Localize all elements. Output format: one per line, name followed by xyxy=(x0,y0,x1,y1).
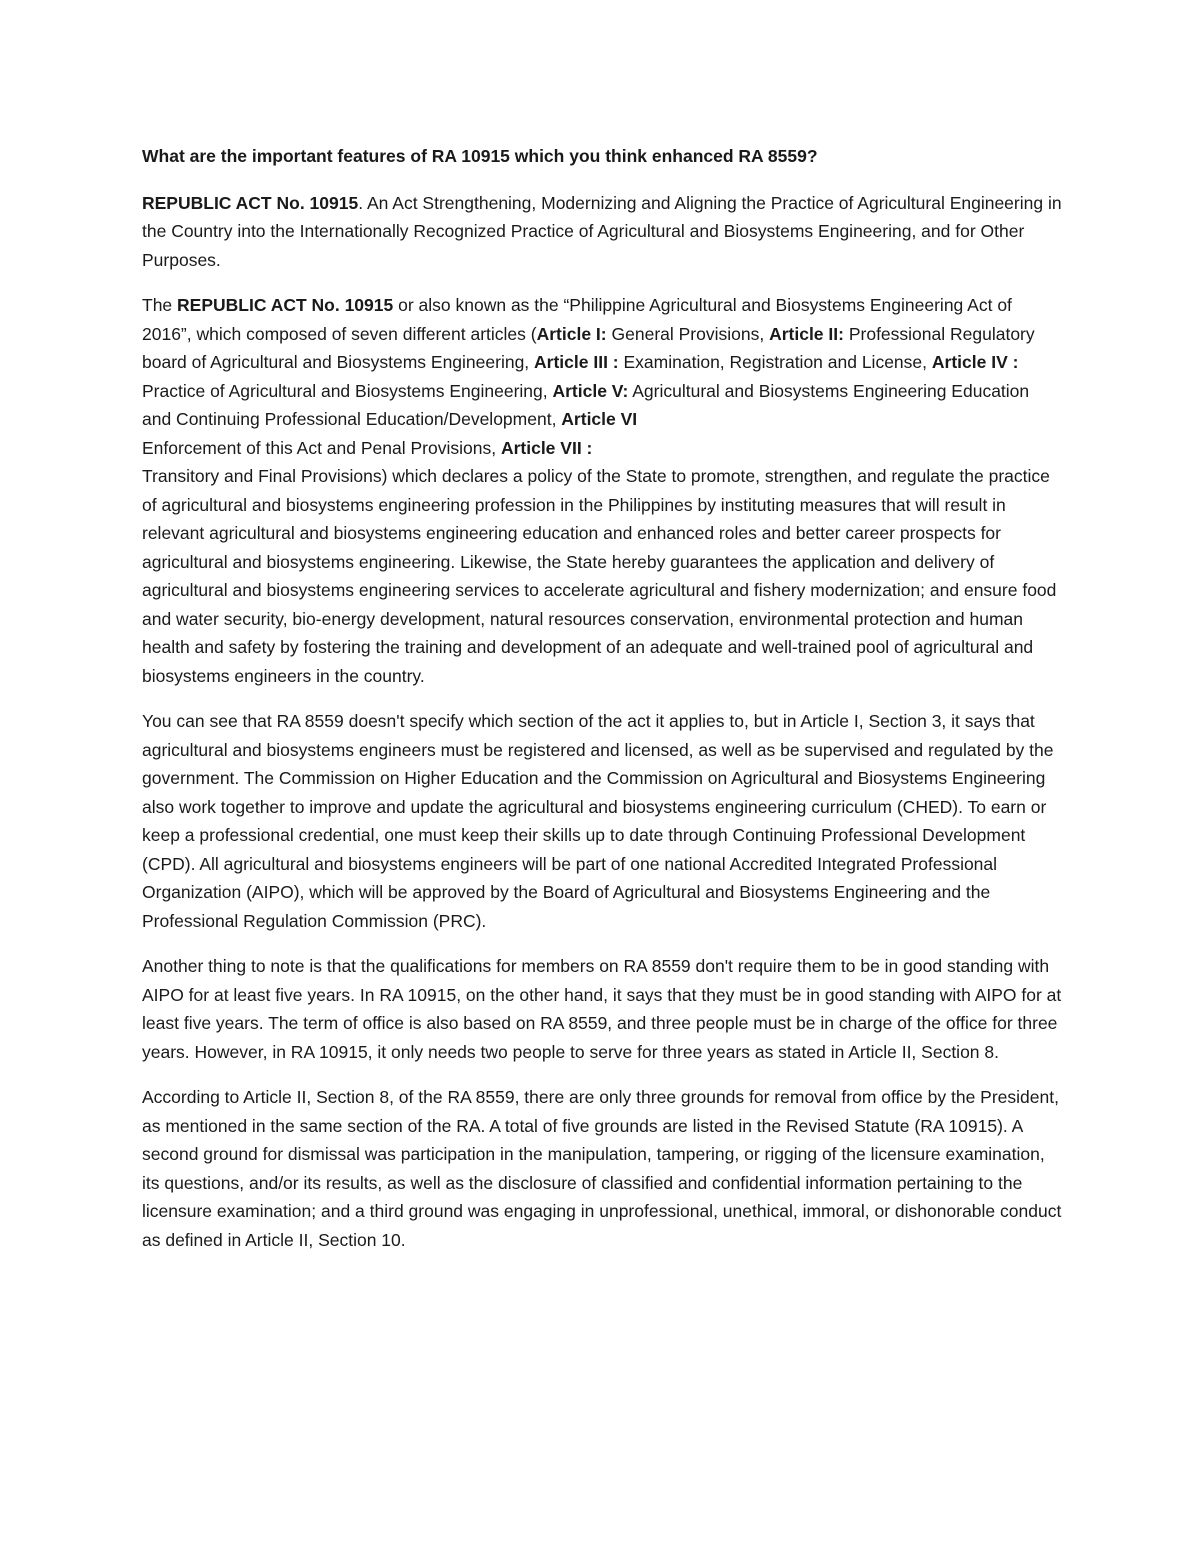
overview-text-5: Examination, Registration and License, xyxy=(618,352,932,372)
act-title-text: . An Act Strengthening, Modernizing and Aligning the Practice of Agricultural Engineering in the Country into the Internationally Recognized Practice of Agricultural and Biosystems Engineering, and for Other Purposes. xyxy=(142,192,1062,270)
article-3-label: Article III : xyxy=(534,352,619,372)
overview-text-6: Practice of Agricultural and Biosystems Engineering, xyxy=(142,380,553,401)
paragraph-act-overview xyxy=(142,291,1062,434)
article-7-label: Article VII : xyxy=(500,437,593,458)
article-6-label: Article VI xyxy=(561,409,638,429)
overview-act-bold: REPUBLIC ACT No. 10915 xyxy=(177,295,394,315)
overview-text-4: Professional Regulatory board of Agricultural and Biosystems Engineering, xyxy=(142,323,1035,372)
paragraph-comparison-qualifications: Another thing to note is that the qualifications for members on RA 8559 don't require them to be in good standing with AIPO for at least five years. In RA 10915, on the other hand, it says that they must be in good standing with AIPO for at least five years. The term of office is also based on RA 8559, and three people must be in charge of the office for three years. However, in RA 10915, it only needs two people to serve for three years as stated in Article II, Section 8. xyxy=(142,956,1062,1062)
article-4-label: Article IV : xyxy=(931,352,1019,372)
article-2-label: Article II: xyxy=(769,323,844,344)
overview-text-1: The xyxy=(142,295,178,315)
paragraph-comparison-registration: You can see that RA 8559 doesn't specify which section of the act it applies to, but in Article I, Section 3, it says that agricultural and biosystems engineers must be registered and licensed, as well as be supervised and regulated by the government. The Commission on Higher Education and the Commission on Agricultural and Biosystems Engineering also work together to improve and update the agricultural and biosystems engineering curriculum (CHED). To earn or keep a professional credential, one must keep their skills up to date through Continuing Professional Development (CPD). All agricultural and biosystems engineers will be part of one national Accredited Integrated Professional Organization (AIPO), which will be approved by the Board of Agricultural and Biosystems Engineering and the Professional Regulation Commission (PRC). xyxy=(142,711,1054,931)
overview-text-7: Agricultural and Biosystems Engineering Education and Continuing Professional Education/Development, xyxy=(142,380,1030,429)
question-heading: What are the important features of RA 10915 which you think enhanced RA 8559? xyxy=(142,146,818,166)
article-1-label: Article I: xyxy=(536,323,607,344)
document-page xyxy=(142,142,1062,1271)
paragraph-act-title xyxy=(142,189,1062,275)
act-number-bold: REPUBLIC ACT No. 10915 xyxy=(142,192,359,213)
overview-text-9: Transitory and Final Provisions) which declares a policy of the State to promote, strengthen, and regulate the practice of agricultural and biosystems engineering profession in the Philippines by instituting measures that will result in relevant agricultural and biosystems engineering education and enhanced roles and better career prospects for agricultural and biosystems engineering. Likewise, the State hereby guarantees the application and delivery of agricultural and biosystems engineering services to accelerate agricultural and fishery modernization; and ensure food and water security, bio-energy development, natural resources conservation, environmental protection and human health and safety by fostering the training and development of an adequate and well-trained pool of agricultural and biosystems engineers in the country. xyxy=(142,466,1057,686)
paragraph-act-overview-line3 xyxy=(142,462,1062,690)
overview-text-2: or also known as the “Philippine Agricultural and Biosystems Engineering Act of 2016”, which composed of seven different articles ( xyxy=(142,295,1012,344)
overview-text-8: Enforcement of this Act and Penal Provisions, xyxy=(142,437,501,458)
overview-text-3: General Provisions, xyxy=(606,323,770,344)
article-5-label: Article V: xyxy=(552,380,629,401)
paragraph-act-overview-line2 xyxy=(142,434,1062,463)
paragraph-comparison-removal: According to Article II, Section 8, of the RA 8559, there are only three grounds for removal from office by the President, as mentioned in the same section of the RA. A total of five grounds are listed in the Revised Statute (RA 10915). A second ground for dismissal was participation in the manipulation, tampering, or rigging of the licensure examination, its questions, and/or its results, as well as the disclosure of classified and confidential information pertaining to the licensure examination; and a third ground was engaging in unprofessional, unethical, immoral, or dishonorable conduct as defined in Article II, Section 10. xyxy=(142,1087,1062,1250)
